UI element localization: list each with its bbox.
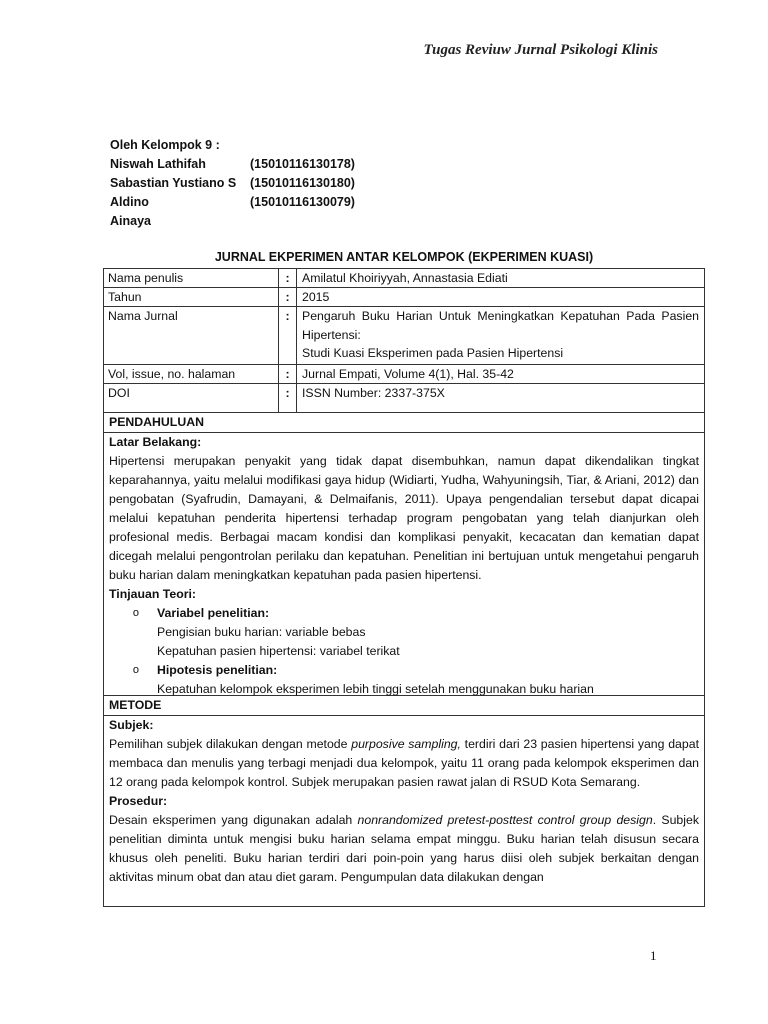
- meta-value: 2015: [302, 290, 330, 304]
- meta-colon: :: [279, 307, 297, 364]
- meta-colon: :: [279, 365, 297, 383]
- meta-row-doi: [104, 384, 704, 413]
- paragraph-latar-belakang: Hipertensi merupakan penyakit yang tidak dapat disembuhkan, namun dapat dikendalikan tingkat keparahannya, yaitu melalui modifikasi gaya hidup (Widiarti, Yudha, Wahyuningsih, Tiar, & Ariani, 2012) dan pengobatan (Syafrudin, Damayani, & Delmaifanis, 2011). Upaya pengendalian tersebut dapat dicapai melalui kepatuhan penderita hipertensi terhadap program pengobatan yang telah dianjurkan oleh profesional medis. Berbagai macam kondisi dan komplikasi penyakit, kecacatan dan kematian dapat dicegah melalui pengontrolan perilaku dan kepatuhan. Penelitian ini bertujuan untuk mengetahui pengaruh buku harian dalam meningkatkan kepatuhan pada pasien hipertensi.: [109, 454, 699, 582]
- meta-colon: :: [279, 288, 297, 306]
- section-heading-metode: METODE: [104, 696, 704, 716]
- meta-label: Vol, issue, no. halaman: [104, 365, 279, 383]
- meta-label: Tahun: [104, 288, 279, 306]
- meta-value: ISSN Number: 2337-375X: [302, 386, 445, 400]
- member-row: [110, 174, 355, 193]
- meta-value: Amilatul Khoiriyyah, Annastasia Ediati: [302, 271, 508, 285]
- meta-value: Pengaruh Buku Harian Untuk Meningkatkan Kepatuhan Pada Pasien Hipertensi:: [302, 309, 699, 342]
- bullet-circle-icon: o: [132, 607, 139, 619]
- subheading-prosedur: Prosedur:: [109, 794, 168, 808]
- member-name: Niswah Lathifah: [110, 157, 206, 171]
- member-row: [110, 193, 355, 212]
- group-heading: Oleh Kelompok 9 :: [110, 138, 220, 152]
- subheading-tinjauan-teori: Tinjauan Teori:: [109, 587, 196, 601]
- meta-row-journal-name: [104, 307, 704, 365]
- meta-colon: :: [279, 384, 297, 412]
- review-table: [103, 268, 705, 907]
- meta-row-volume: [104, 365, 704, 384]
- meta-label: Nama penulis: [104, 269, 279, 287]
- text-run: . Subjek penelitian diminta untuk mengisi buku harian selama empat minggu. Buku harian telah disusun secara khusus oleh peneliti. Buku harian terdiri dari poin-poin yang harus diisi oleh subjek berkaitan dengan aktivitas minum obat dan atau diet garam. Pengumpulan data dilakukan dengan: [109, 813, 699, 884]
- subheading-latar-belakang: Latar Belakang:: [109, 435, 202, 449]
- text-run: Desain eksperimen yang digunakan adalah: [109, 813, 358, 827]
- member-row: [110, 155, 355, 174]
- meta-label: DOI: [104, 384, 279, 412]
- bullet-title: Variabel penelitian:: [157, 606, 270, 620]
- page-header-title: Tugas Reviuw Jurnal Psikologi Klinis: [423, 42, 658, 58]
- document-title: JURNAL EKPERIMEN ANTAR KELOMPOK (EKPERIMEN KUASI): [214, 250, 594, 264]
- text-run-italic: nonrandomized pretest-posttest control group design: [357, 813, 653, 827]
- paragraph-prosedur: [109, 811, 699, 887]
- bullet-line: Pengisian buku harian: variable bebas: [157, 625, 366, 639]
- meta-label: Nama Jurnal: [104, 307, 279, 364]
- bullet-item: [109, 661, 699, 680]
- member-name: Sabastian Yustiano S: [110, 176, 237, 190]
- paragraph-subjek: [109, 735, 699, 792]
- page-number: 1: [650, 948, 657, 963]
- meta-value-subtitle: Studi Kuasi Eksperimen pada Pasien Hipertensi: [302, 346, 564, 360]
- section-body-metode: [104, 716, 704, 906]
- meta-value-block: [297, 307, 704, 364]
- member-id: (15010116130180): [250, 176, 355, 190]
- bullet-line: Kepatuhan pasien hipertensi: variabel terikat: [157, 644, 400, 658]
- meta-row-year: [104, 288, 704, 307]
- meta-value: Jurnal Empati, Volume 4(1), Hal. 35-42: [302, 367, 514, 381]
- group-members-block: [110, 136, 355, 231]
- meta-row-author: [104, 269, 704, 288]
- bullet-title: Hipotesis penelitian:: [157, 663, 278, 677]
- bullet-circle-icon: o: [132, 664, 139, 676]
- section-body-pendahuluan: [104, 433, 704, 696]
- bullet-line: Kepatuhan kelompok eksperimen lebih tinggi setelah menggunakan buku harian: [157, 682, 594, 696]
- text-run: terdiri dari 23 pasien hipertensi yang dapat membaca dan menulis yang terbagi menjadi dua kelompok, yaitu 11 orang pada kelompok eksperimen dan 12 orang pada kelompok kontrol. Subjek merupakan pasien rawat jalan di RSUD Kota Semarang.: [109, 737, 699, 789]
- text-run: Pemilihan subjek dilakukan dengan metode: [109, 737, 352, 751]
- member-name: Aldino: [110, 195, 149, 209]
- member-id: (15010116130079): [250, 195, 355, 209]
- member-name: Ainaya: [110, 214, 151, 228]
- text-run-italic: purposive sampling,: [351, 737, 461, 751]
- meta-colon: :: [279, 269, 297, 287]
- member-row: [110, 212, 355, 231]
- bullet-item: [109, 604, 699, 623]
- section-heading-pendahuluan: PENDAHULUAN: [104, 413, 704, 433]
- subheading-subjek: Subjek:: [109, 718, 154, 732]
- member-id: (15010116130178): [250, 157, 355, 171]
